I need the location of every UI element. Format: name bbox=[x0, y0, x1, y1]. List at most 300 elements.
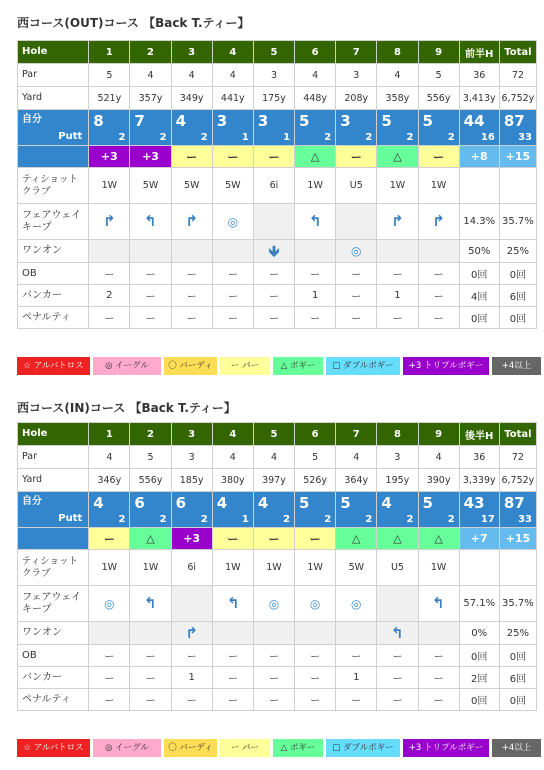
par-cell: 3 bbox=[336, 64, 377, 87]
penalty-cell: ー bbox=[377, 307, 418, 329]
putt-count: 2 bbox=[365, 514, 373, 525]
score-legend-out bbox=[17, 357, 541, 375]
penalty-cell: ー bbox=[336, 689, 377, 711]
score-legend-in bbox=[17, 739, 541, 757]
stroke-count: 4 bbox=[216, 494, 228, 512]
legend-albatross: ☆ アルバトロス bbox=[17, 357, 90, 375]
yard-label: Yard bbox=[18, 87, 89, 110]
yard-cell: 364y bbox=[336, 469, 377, 492]
club-cell: 1W bbox=[418, 550, 459, 586]
club-cell: 1W bbox=[253, 550, 294, 586]
putt-count: 2 bbox=[159, 132, 167, 143]
one-on-cell bbox=[295, 622, 336, 645]
arrow-curve-left-icon: ↱ bbox=[391, 623, 404, 642]
bunker-cell: ー bbox=[418, 667, 459, 689]
ob-row bbox=[18, 263, 537, 285]
penalty-row bbox=[18, 307, 537, 329]
stroke-count: 5 bbox=[422, 112, 433, 130]
par-label: Par bbox=[18, 446, 89, 469]
one-on-cell bbox=[418, 622, 459, 645]
fairway-cell bbox=[171, 204, 212, 240]
arrow-down-icon: 🡻 bbox=[268, 241, 280, 260]
par-total: 72 bbox=[499, 64, 536, 87]
fairway-total: 35.7% bbox=[499, 204, 536, 240]
one-on-cell bbox=[253, 622, 294, 645]
bunker-cell: 1 bbox=[295, 285, 336, 307]
yard-label: Yard bbox=[18, 469, 89, 492]
result-total: +15 bbox=[499, 528, 536, 550]
putt-count: 2 bbox=[324, 132, 332, 143]
fairway-half: 57.1% bbox=[459, 586, 499, 622]
yard-cell: 390y bbox=[418, 469, 459, 492]
arrow-curve-left-icon: ↱ bbox=[144, 212, 157, 230]
penalty-cell: ー bbox=[418, 307, 459, 329]
putt-label: Putt bbox=[58, 131, 83, 142]
score-half bbox=[459, 492, 499, 528]
arrow-curve-right-icon: ↱ bbox=[185, 623, 198, 642]
arrow-curve-left-icon: ↱ bbox=[144, 594, 157, 612]
fairway-cell bbox=[418, 204, 459, 240]
ring-icon: ◎ bbox=[351, 596, 362, 611]
result-cell: △ bbox=[377, 528, 418, 550]
par-cell: 5 bbox=[418, 64, 459, 87]
yard-cell: 526y bbox=[295, 469, 336, 492]
tee-club-label: ティショット クラブ bbox=[18, 550, 89, 586]
yard-total: 6,752y bbox=[499, 87, 536, 110]
score-cell bbox=[212, 492, 253, 528]
penalty-cell: ー bbox=[89, 689, 130, 711]
result-cell: △ bbox=[336, 528, 377, 550]
par-half: 36 bbox=[459, 64, 499, 87]
club-cell: U5 bbox=[336, 168, 377, 204]
penalty-cell: ー bbox=[253, 689, 294, 711]
score-cell bbox=[89, 110, 130, 146]
one-on-cell bbox=[295, 240, 336, 263]
yard-cell: 346y bbox=[89, 469, 130, 492]
hole-number: 5 bbox=[253, 41, 294, 64]
putt-count: 2 bbox=[406, 514, 414, 525]
one-on-cell bbox=[212, 622, 253, 645]
fairway-half: 14.3% bbox=[459, 204, 499, 240]
putt-count: 2 bbox=[200, 132, 208, 143]
fairway-cell bbox=[89, 586, 130, 622]
club-total-blank bbox=[499, 168, 536, 204]
ob-cell: ー bbox=[336, 645, 377, 667]
putt-total: 33 bbox=[518, 132, 532, 143]
stroke-count: 5 bbox=[340, 494, 351, 512]
ring-icon: ◎ bbox=[309, 596, 321, 611]
par-cell: 5 bbox=[295, 446, 336, 469]
result-cell: ー bbox=[171, 146, 212, 168]
one-on-cell bbox=[89, 240, 130, 263]
fairway-cell bbox=[130, 204, 171, 240]
fairway-row bbox=[18, 204, 537, 240]
bunker-cell: ー bbox=[253, 285, 294, 307]
score-cell bbox=[253, 492, 294, 528]
result-row bbox=[18, 528, 537, 550]
one-on-half: 0% bbox=[459, 622, 499, 645]
arrow-curve-left-icon: ↱ bbox=[226, 594, 240, 612]
fairway-cell bbox=[377, 586, 418, 622]
ob-total: 0回 bbox=[499, 645, 536, 667]
yard-cell: 441y bbox=[212, 87, 253, 110]
penalty-cell: ー bbox=[336, 307, 377, 329]
par-cell: 4 bbox=[418, 446, 459, 469]
ob-cell: ー bbox=[130, 263, 171, 285]
hole-number: 4 bbox=[212, 41, 253, 64]
result-cell: △ bbox=[295, 146, 336, 168]
fairway-cell bbox=[212, 204, 253, 240]
result-cell: ー bbox=[336, 146, 377, 168]
score-cell bbox=[418, 492, 459, 528]
club-cell: 1W bbox=[130, 550, 171, 586]
penalty-label: ペナルティ bbox=[18, 307, 89, 329]
legend-birdie: 〇 バーディ bbox=[164, 739, 217, 757]
ob-cell: ー bbox=[89, 645, 130, 667]
club-cell: 1W bbox=[89, 168, 130, 204]
club-cell: 6i bbox=[171, 550, 212, 586]
par-cell: 4 bbox=[212, 64, 253, 87]
yard-cell: 185y bbox=[171, 469, 212, 492]
bunker-cell: 1 bbox=[336, 667, 377, 689]
yard-cell: 556y bbox=[130, 469, 171, 492]
bunker-cell: 1 bbox=[171, 667, 212, 689]
club-half-blank bbox=[459, 168, 499, 204]
result-cell: ー bbox=[253, 528, 294, 550]
self-label: 自分 bbox=[22, 114, 42, 125]
one-on-total: 25% bbox=[499, 240, 536, 263]
putt-count: 1 bbox=[241, 132, 249, 143]
result-cell: △ bbox=[418, 528, 459, 550]
putt-count: 2 bbox=[283, 514, 291, 525]
one-on-cell bbox=[418, 240, 459, 263]
legend-birdie: 〇 バーディ bbox=[164, 357, 217, 375]
putt-label: Putt bbox=[58, 513, 83, 524]
bunker-total: 6回 bbox=[499, 667, 536, 689]
putt-count: 2 bbox=[365, 132, 373, 143]
half-label: 後半H bbox=[459, 423, 499, 446]
putt-count: 2 bbox=[447, 514, 455, 525]
hole-number: 1 bbox=[89, 41, 130, 64]
fairway-cell bbox=[171, 586, 212, 622]
one-on-row bbox=[18, 240, 537, 263]
result-label-blank bbox=[18, 528, 89, 550]
hole-number: 8 bbox=[377, 41, 418, 64]
result-total: +15 bbox=[499, 146, 536, 168]
penalty-cell: ー bbox=[418, 689, 459, 711]
legend-bogey: △ ボギー bbox=[273, 739, 323, 757]
fairway-cell bbox=[418, 586, 459, 622]
hole-number: 2 bbox=[130, 423, 171, 446]
ob-cell: ー bbox=[171, 263, 212, 285]
legend-triple: +3 トリプルボギー bbox=[403, 739, 489, 757]
hole-number: 5 bbox=[253, 423, 294, 446]
hole-label: Hole bbox=[18, 41, 89, 64]
ob-cell: ー bbox=[171, 645, 212, 667]
score-cell bbox=[418, 110, 459, 146]
club-cell: 1W bbox=[295, 168, 336, 204]
legend-quad: +4以上 bbox=[492, 357, 541, 375]
ob-total: 0回 bbox=[499, 263, 536, 285]
score-cell bbox=[212, 110, 253, 146]
total-label: Total bbox=[499, 41, 536, 64]
penalty-cell: ー bbox=[130, 689, 171, 711]
par-cell: 4 bbox=[89, 446, 130, 469]
yard-cell: 208y bbox=[336, 87, 377, 110]
result-row bbox=[18, 146, 537, 168]
penalty-half: 0回 bbox=[459, 307, 499, 329]
par-cell: 5 bbox=[89, 64, 130, 87]
one-on-label: ワンオン bbox=[18, 622, 89, 645]
putt-count: 1 bbox=[241, 514, 249, 525]
arrow-curve-right-icon: ↱ bbox=[185, 212, 198, 230]
hole-number: 6 bbox=[295, 423, 336, 446]
penalty-cell: ー bbox=[89, 307, 130, 329]
score-cell bbox=[89, 492, 130, 528]
score-cell bbox=[253, 110, 294, 146]
one-on-cell bbox=[336, 622, 377, 645]
bunker-cell: ー bbox=[130, 667, 171, 689]
arrow-curve-right-icon: ↱ bbox=[103, 212, 116, 230]
yard-row bbox=[18, 87, 537, 110]
putt-count: 1 bbox=[283, 132, 291, 143]
stroke-count: 8 bbox=[93, 112, 104, 130]
par-row bbox=[18, 446, 537, 469]
club-cell: 5W bbox=[130, 168, 171, 204]
score-cell bbox=[377, 110, 418, 146]
club-cell: 1W bbox=[377, 168, 418, 204]
putt-count: 2 bbox=[200, 514, 208, 525]
score-label bbox=[18, 110, 89, 146]
hole-number: 3 bbox=[171, 41, 212, 64]
par-cell: 3 bbox=[171, 446, 212, 469]
one-on-cell bbox=[377, 622, 418, 645]
ob-label: OB bbox=[18, 645, 89, 667]
result-cell: ー bbox=[212, 146, 253, 168]
ob-cell: ー bbox=[418, 263, 459, 285]
club-cell: 1W bbox=[212, 550, 253, 586]
club-cell: 1W bbox=[89, 550, 130, 586]
putt-total: 33 bbox=[518, 514, 532, 525]
result-cell: ー bbox=[253, 146, 294, 168]
bunker-cell: 1 bbox=[377, 285, 418, 307]
hole-header-row bbox=[18, 423, 537, 446]
club-cell: 1W bbox=[295, 550, 336, 586]
stroke-count: 5 bbox=[299, 112, 310, 130]
hole-label: Hole bbox=[18, 423, 89, 446]
stroke-count: 4 bbox=[381, 494, 392, 512]
putt-count: 2 bbox=[324, 514, 332, 525]
par-total: 72 bbox=[499, 446, 536, 469]
result-cell: ー bbox=[295, 528, 336, 550]
bunker-cell: ー bbox=[212, 667, 253, 689]
bunker-label: バンカー bbox=[18, 667, 89, 689]
half-label: 前半H bbox=[459, 41, 499, 64]
ob-cell: ー bbox=[212, 645, 253, 667]
ob-cell: ー bbox=[336, 263, 377, 285]
result-cell: △ bbox=[377, 146, 418, 168]
stroke-count: 3 bbox=[257, 112, 269, 130]
par-cell: 4 bbox=[253, 446, 294, 469]
bunker-cell: ー bbox=[171, 285, 212, 307]
arrow-curve-left-icon: ↱ bbox=[308, 212, 322, 230]
arrow-curve-right-icon: ↱ bbox=[432, 212, 445, 230]
legend-double: □ ダブルボギー bbox=[326, 739, 400, 757]
stroke-count: 4 bbox=[175, 112, 187, 130]
hole-number: 7 bbox=[336, 41, 377, 64]
one-on-cell bbox=[336, 240, 377, 263]
stroke-total: 87 bbox=[503, 112, 525, 130]
club-half-blank bbox=[459, 550, 499, 586]
ob-cell: ー bbox=[295, 645, 336, 667]
ob-cell: ー bbox=[130, 645, 171, 667]
yard-cell: 397y bbox=[253, 469, 294, 492]
score-cell bbox=[130, 110, 171, 146]
par-cell: 4 bbox=[171, 64, 212, 87]
bunker-row bbox=[18, 667, 537, 689]
yard-cell: 380y bbox=[212, 469, 253, 492]
hole-number: 1 bbox=[89, 423, 130, 446]
par-cell: 3 bbox=[253, 64, 294, 87]
result-half: +7 bbox=[459, 528, 499, 550]
club-cell: U5 bbox=[377, 550, 418, 586]
hole-number: 9 bbox=[418, 423, 459, 446]
putt-half: 17 bbox=[480, 514, 495, 525]
yard-cell: 357y bbox=[130, 87, 171, 110]
legend-par: ー パー bbox=[220, 357, 270, 375]
penalty-cell: ー bbox=[171, 689, 212, 711]
stroke-half: 44 bbox=[463, 112, 485, 130]
result-cell: +3 bbox=[130, 146, 171, 168]
penalty-total: 0回 bbox=[499, 689, 536, 711]
penalty-cell: ー bbox=[295, 307, 336, 329]
legend-triple: +3 トリプルボギー bbox=[403, 357, 489, 375]
bunker-half: 2回 bbox=[459, 667, 499, 689]
hole-number: 7 bbox=[336, 423, 377, 446]
club-cell: 5W bbox=[336, 550, 377, 586]
ob-cell: ー bbox=[89, 263, 130, 285]
yard-total: 6,752y bbox=[499, 469, 536, 492]
putt-count: 2 bbox=[118, 514, 126, 525]
bunker-cell: ー bbox=[253, 667, 294, 689]
par-cell: 4 bbox=[212, 446, 253, 469]
hole-number: 3 bbox=[171, 423, 212, 446]
penalty-label: ペナルティ bbox=[18, 689, 89, 711]
one-on-cell bbox=[130, 240, 171, 263]
yard-cell: 349y bbox=[171, 87, 212, 110]
in-course-title: 西コース(IN)コース 【Back T.ティー】 bbox=[17, 401, 236, 415]
hole-number: 2 bbox=[130, 41, 171, 64]
bunker-cell: ー bbox=[89, 667, 130, 689]
putt-count: 2 bbox=[118, 132, 126, 143]
score-half bbox=[459, 110, 499, 146]
result-half: +8 bbox=[459, 146, 499, 168]
fairway-cell bbox=[253, 204, 294, 240]
ob-cell: ー bbox=[253, 645, 294, 667]
par-label: Par bbox=[18, 64, 89, 87]
score-cell bbox=[336, 110, 377, 146]
putt-count: 2 bbox=[406, 132, 414, 143]
hole-header-row bbox=[18, 41, 537, 64]
one-on-cell bbox=[171, 622, 212, 645]
yard-cell: 358y bbox=[377, 87, 418, 110]
par-cell: 3 bbox=[377, 446, 418, 469]
legend-bogey: △ ボギー bbox=[273, 357, 323, 375]
score-cell bbox=[171, 492, 212, 528]
one-on-cell bbox=[212, 240, 253, 263]
bunker-cell: ー bbox=[212, 285, 253, 307]
stroke-count: 6 bbox=[134, 494, 145, 512]
yard-cell: 521y bbox=[89, 87, 130, 110]
one-on-cell bbox=[130, 622, 171, 645]
score-total bbox=[499, 492, 536, 528]
result-cell: +3 bbox=[171, 528, 212, 550]
one-on-cell bbox=[377, 240, 418, 263]
penalty-cell: ー bbox=[253, 307, 294, 329]
one-on-row bbox=[18, 622, 537, 645]
fairway-cell bbox=[253, 586, 294, 622]
ring-icon: ◎ bbox=[227, 214, 239, 229]
penalty-cell: ー bbox=[295, 689, 336, 711]
par-cell: 4 bbox=[336, 446, 377, 469]
fairway-cell bbox=[377, 204, 418, 240]
score-row bbox=[18, 492, 537, 528]
ob-half: 0回 bbox=[459, 263, 499, 285]
ob-label: OB bbox=[18, 263, 89, 285]
score-cell bbox=[336, 492, 377, 528]
one-on-cell bbox=[171, 240, 212, 263]
penalty-cell: ー bbox=[212, 307, 253, 329]
bunker-cell: ー bbox=[295, 667, 336, 689]
out-course-title: 西コース(OUT)コース 【Back T.ティー】 bbox=[17, 16, 250, 30]
fairway-cell bbox=[295, 204, 336, 240]
penalty-cell: ー bbox=[171, 307, 212, 329]
bunker-half: 4回 bbox=[459, 285, 499, 307]
stroke-count: 3 bbox=[340, 112, 351, 130]
club-cell: 5W bbox=[212, 168, 253, 204]
penalty-total: 0回 bbox=[499, 307, 536, 329]
par-row bbox=[18, 64, 537, 87]
one-on-half: 50% bbox=[459, 240, 499, 263]
bunker-cell: 2 bbox=[89, 285, 130, 307]
yard-cell: 556y bbox=[418, 87, 459, 110]
score-cell bbox=[377, 492, 418, 528]
bunker-cell: ー bbox=[130, 285, 171, 307]
self-label: 自分 bbox=[22, 496, 42, 507]
total-label: Total bbox=[499, 423, 536, 446]
score-label bbox=[18, 492, 89, 528]
hole-number: 8 bbox=[377, 423, 418, 446]
yard-half: 3,413y bbox=[459, 87, 499, 110]
fairway-row bbox=[18, 586, 537, 622]
penalty-cell: ー bbox=[130, 307, 171, 329]
ob-cell: ー bbox=[212, 263, 253, 285]
penalty-cell: ー bbox=[377, 689, 418, 711]
score-row bbox=[18, 110, 537, 146]
ob-cell: ー bbox=[377, 263, 418, 285]
ring-icon: ◎ bbox=[104, 596, 115, 611]
one-on-total: 25% bbox=[499, 622, 536, 645]
penalty-cell: ー bbox=[212, 689, 253, 711]
ring-icon: ◎ bbox=[351, 244, 362, 258]
stroke-count: 5 bbox=[422, 494, 433, 512]
stroke-count: 6 bbox=[175, 494, 187, 512]
bunker-label: バンカー bbox=[18, 285, 89, 307]
putt-count: 2 bbox=[447, 132, 455, 143]
bunker-cell: ー bbox=[336, 285, 377, 307]
score-cell bbox=[295, 492, 336, 528]
stroke-count: 4 bbox=[93, 494, 104, 512]
